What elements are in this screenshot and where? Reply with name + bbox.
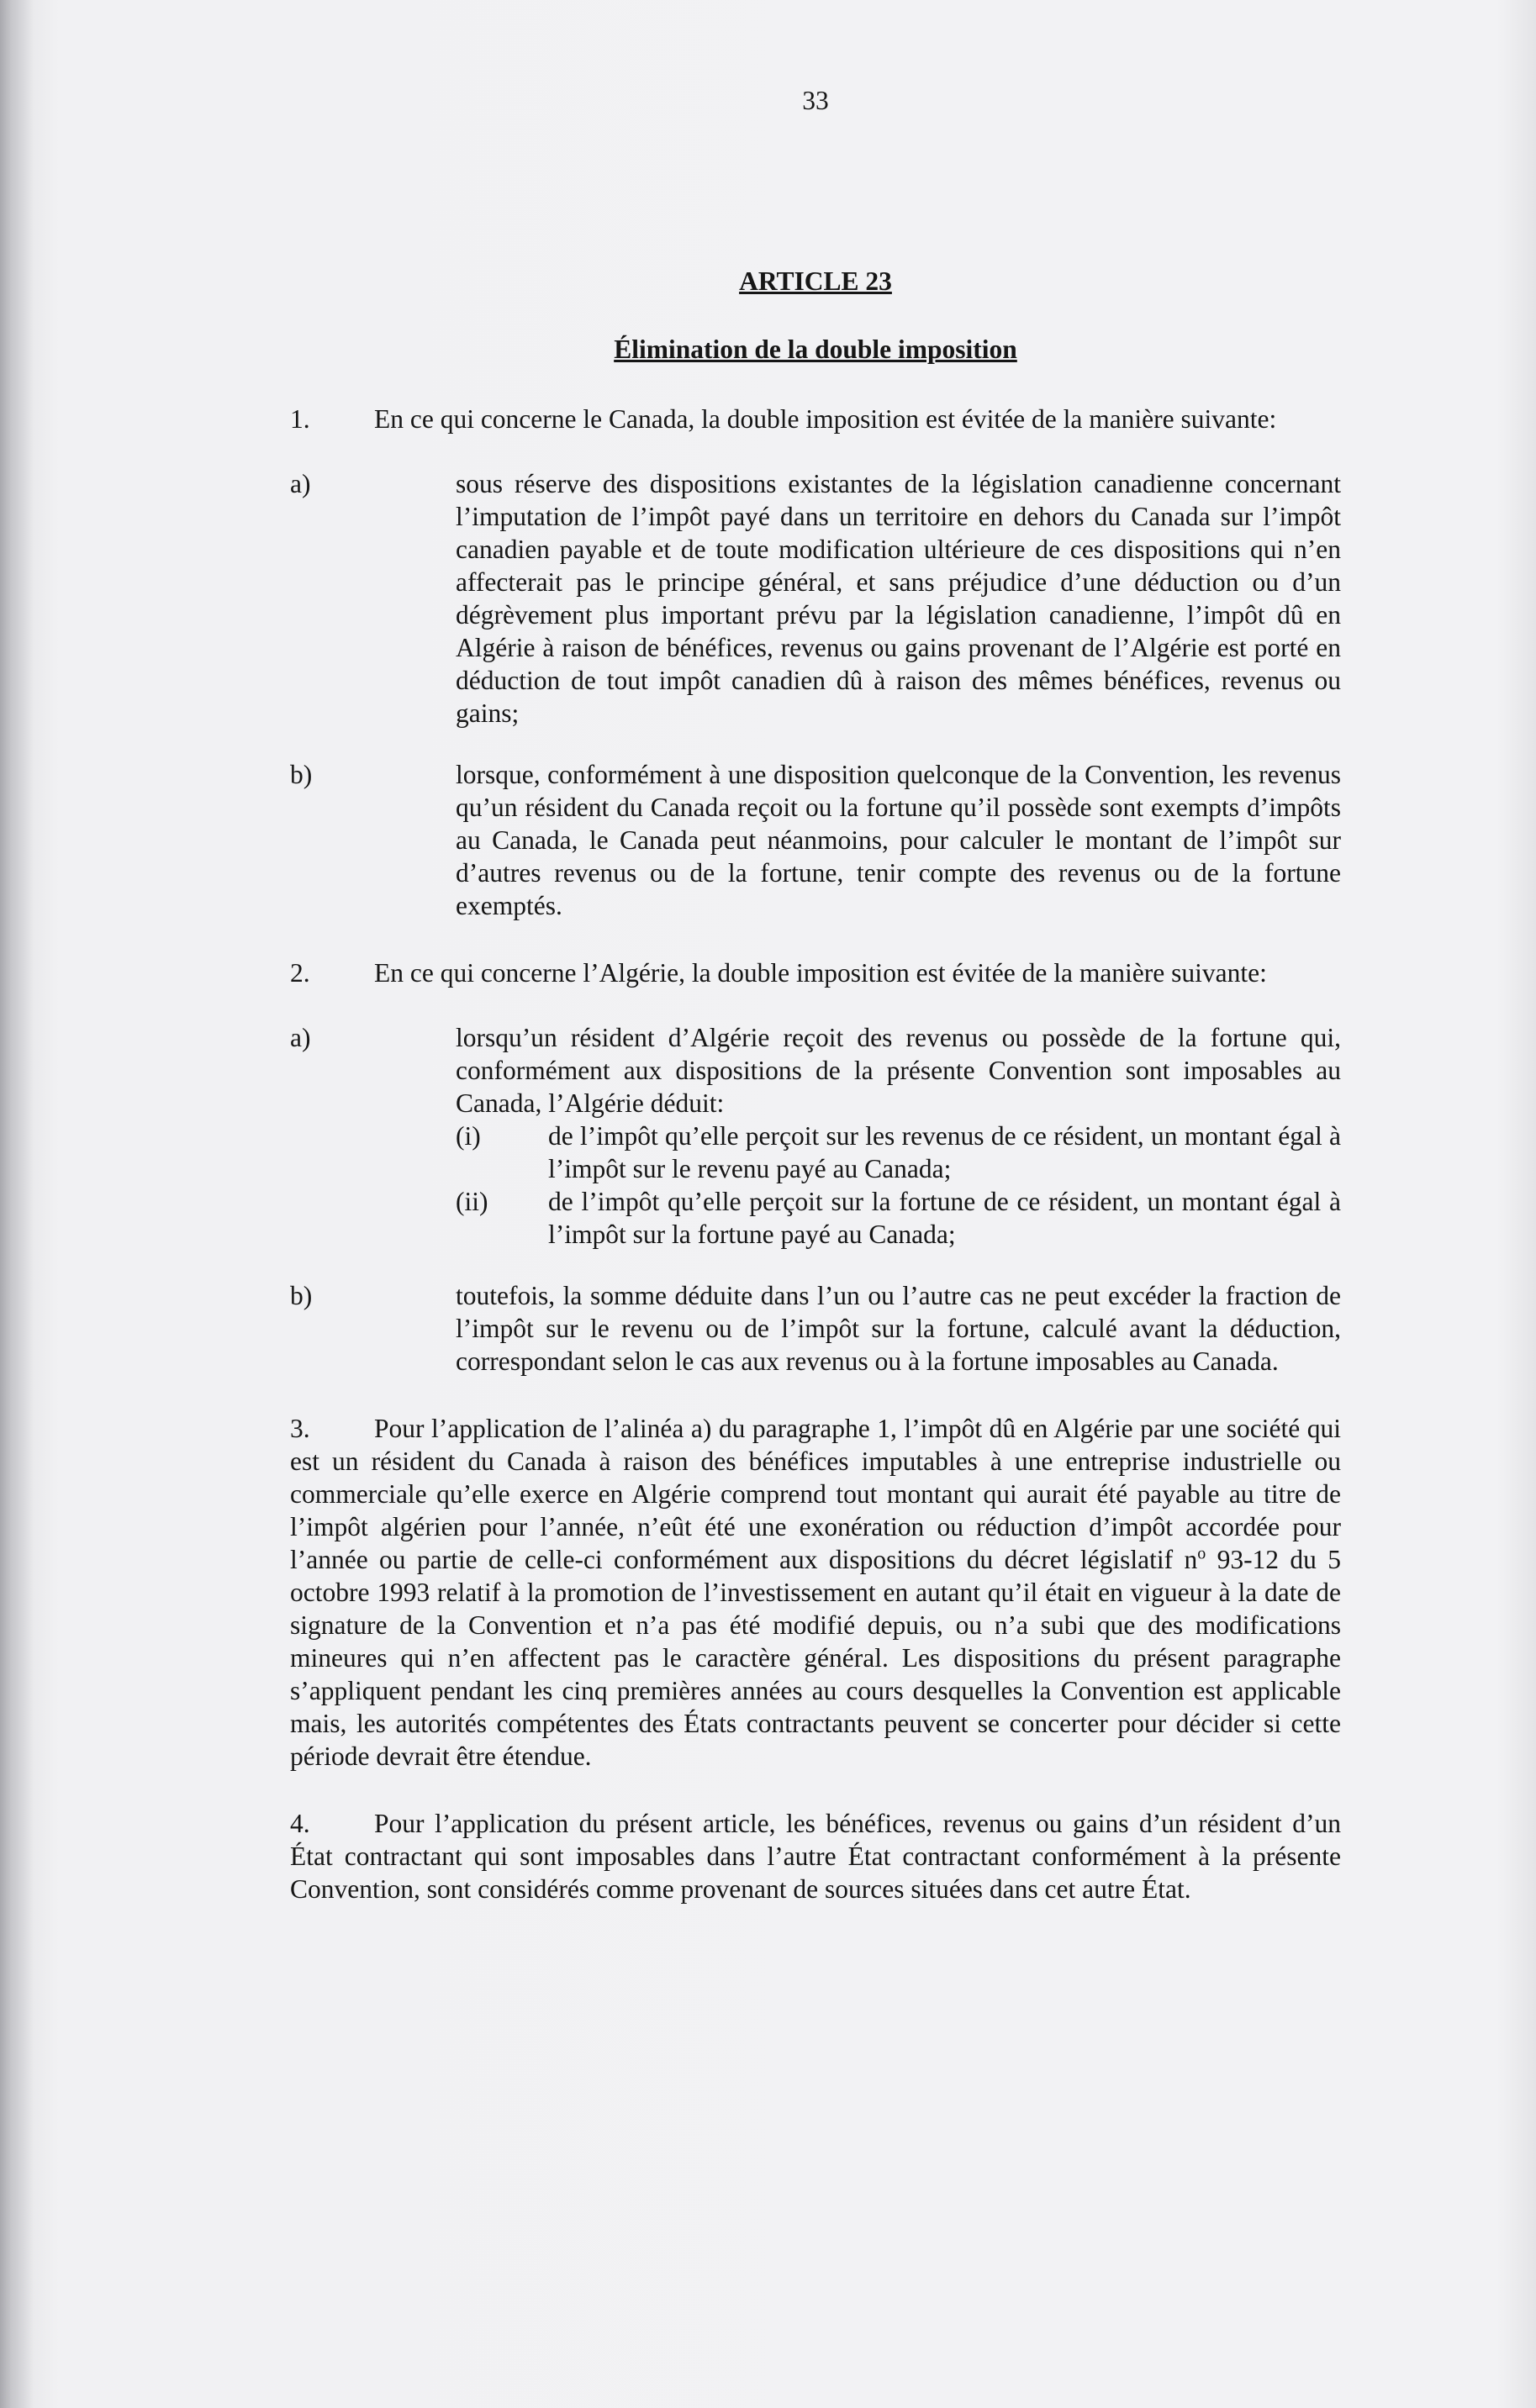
paragraph-number: 2.	[290, 958, 310, 988]
paragraph-number: 3.	[290, 1414, 310, 1443]
item-text: lorsque, conformément à une disposition quelconque de la Convention, les revenus qu’un résident du Canada reçoit ou la fortune qu’il possède sont exempts d’impôts au Canada, le Canada peut néanmoins, pour calculer le montant de l’impôt sur d’autres revenus ou de la fortune, tenir compte des revenus ou de la fortune exemptés.	[456, 760, 1341, 920]
item-text: lorsqu’un résident d’Algérie reçoit des revenus ou possède de la fortune qui, conformément aux dispositions de la présente Convention sont imposables au Canada, l’Algérie déduit:	[456, 1023, 1341, 1118]
item-text: toutefois, la somme déduite dans l’un ou l’autre cas ne peut excéder la fraction de l’impôt sur le revenu ou de l’impôt sur la fortune, calculé avant la déduction, correspondant selon le cas aux revenus ou à la fortune imposables au Canada.	[456, 1281, 1341, 1376]
list-item	[290, 1021, 1341, 1120]
article-subtitle: Élimination de la double imposition	[614, 335, 1017, 364]
paragraph-text: Pour l’application du présent article, les bénéfices, revenus ou gains d’un résident d’un État contractant qui sont imposables dans l’autre État contractant conformément à la présente Convention, sont considérés comme provenant de sources situées dans cet autre État.	[290, 1809, 1341, 1904]
sub-item-label: (i)	[456, 1121, 481, 1151]
list-item	[290, 1279, 1341, 1378]
sub-list-item	[456, 1120, 1341, 1185]
sub-item-label: (ii)	[456, 1187, 488, 1216]
paragraph-text-end: 93-12 du 5 octobre 1993 relatif à la promotion de l’investissement en autant qu’il était en vigueur à la date de signature de la Convention et n’a pas été modifié depuis, ou n’a subi que des modifications mineures qui n’en affectent pas le caractère général. Les dispositions du présent paragraphe s’appliquent pendant les cinq premières années au cours desquelles la Convention est applicable mais, les autorités compétentes des États contractants peuvent se concerter pour décider si cette période devrait être étendue.	[290, 1545, 1341, 1771]
list-item	[290, 758, 1341, 922]
sub-item-text: de l’impôt qu’elle perçoit sur les revenus de ce résident, un montant égal à l’impôt sur le revenu payé au Canada;	[548, 1121, 1341, 1183]
page-number: 33	[802, 86, 829, 115]
item-label: b)	[290, 1281, 313, 1310]
paragraph-1	[290, 403, 1341, 435]
paragraph-number: 4.	[290, 1809, 310, 1838]
item-label: a)	[290, 1023, 311, 1052]
page-content	[290, 84, 1341, 1905]
binding-shadow	[0, 0, 34, 2408]
paragraph-2	[290, 956, 1341, 989]
sub-item-text: de l’impôt qu’elle perçoit sur la fortune de ce résident, un montant égal à l’impôt sur la fortune payé au Canada;	[548, 1187, 1341, 1249]
paragraph-text-start: Pour l’application de l’alinéa a) du paragraphe 1, l’impôt dû en Algérie par une société qui est un résident du Canada à raison des bénéfices imputables à une entreprise industrielle ou commerciale qu’elle exerce en Algérie comprend tout montant qui aurait été payable au titre de l’impôt algérien pour l’année, n’eût été une exonération ou réduction d’impôt accordée pour l’année ou partie de celle-ci conformément aux dispositions du décret législatif n	[290, 1414, 1341, 1574]
article-title: ARTICLE 23	[739, 266, 892, 296]
paragraph-text: En ce qui concerne l’Algérie, la double imposition est évitée de la manière suivante:	[374, 958, 1267, 988]
item-label: b)	[290, 760, 313, 789]
paragraph-3	[290, 1412, 1341, 1773]
superscript: o	[1197, 1544, 1206, 1563]
item-label: a)	[290, 469, 311, 498]
item-text: sous réserve des dispositions existantes de la législation canadienne concernant l’imputation de l’impôt payé dans un territoire en dehors du Canada sur l’impôt canadien payable et de toute modification ultérieure de ces dispositions qui n’en affecterait pas le principe général, et sans préjudice d’une déduction ou d’un dégrèvement plus important prévu par la législation canadienne, l’impôt dû en Algérie à raison de bénéfices, revenus ou gains provenant de l’Algérie est porté en déduction de tout impôt canadien dû à raison des mêmes bénéfices, revenus ou gains;	[456, 469, 1341, 728]
list-item	[290, 467, 1341, 730]
sub-list-item	[456, 1185, 1341, 1251]
paragraph-number: 1.	[290, 404, 310, 434]
paragraph-text: En ce qui concerne le Canada, la double imposition est évitée de la manière suivante:	[374, 404, 1277, 434]
paragraph-4	[290, 1807, 1341, 1905]
